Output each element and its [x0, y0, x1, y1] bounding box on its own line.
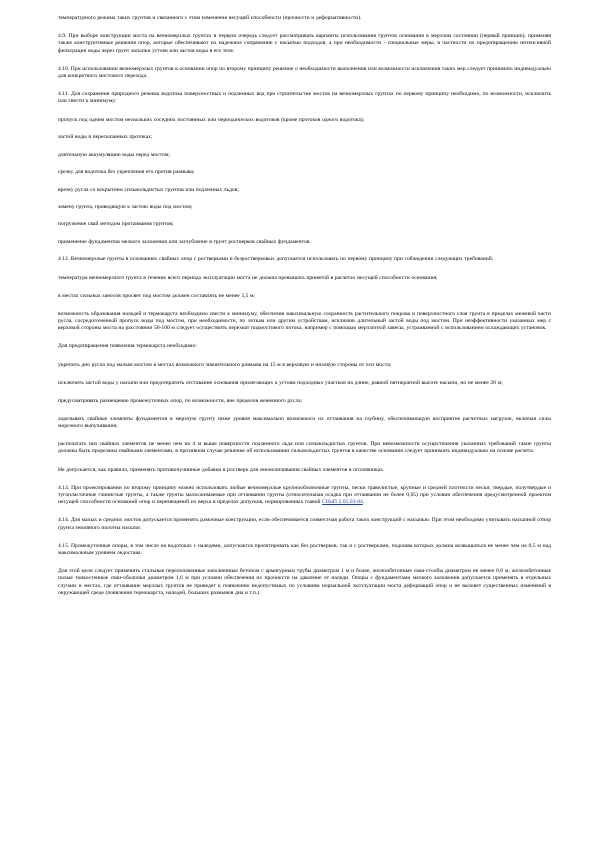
paragraph-4-14: 4.14. Для малых и средних мостов допускается применять рамочные конструкции, если обеспечивается совместная работа таких конструкций с насыпью. При этом необходимо учитывать насыпной отпор грунта земляного полотна насыпи.	[58, 517, 551, 531]
list-item: застой воды в пересыпанных протоках;	[58, 134, 153, 141]
paragraph-thermokarst-heading: Для предотвращения появления термокарста необходимо:	[58, 343, 197, 350]
list-item: в местах сильных заносов просвет под мостом должен составлять не менее 3,5 м;	[58, 292, 255, 299]
list-item: температура вечномерзлого грунта в течение всего периода эксплуатации моста не должна превышать принятой в расчетах несущей способности основания;	[58, 274, 438, 281]
list-item: пропуск под одним мостом нескольких соседних постоянных или периодических водотоков (кроме протоков одного водотока);	[58, 116, 365, 123]
paragraph-4-9: 4.9. При выборе конструкции моста на вечномерзлых грунтах в первую очередь следует рассматривать варианты использования грунтов основания в мерзлом состоянии (первый принцип), применяя также конструктивные решения опор, которые обеспечивают их надежное сопряжение с насыпью подходов, а при необходимости - специальные меры, в частности по предотвращению интенсивной фильтрации воды через грунт засыпки устоев или застоя воды в его теле.	[58, 33, 551, 54]
list-item: врезку русла со вскрытием сильнольдистых грунтов или подземных льдов;	[58, 186, 239, 193]
list-item: укрепить дно русла под малым мостом в местах возможного значительного размыва на 15 м в верховую и низовую стороны от оси моста;	[58, 361, 392, 368]
list-item: возможность образования наледей и термокарста необходимо свести к минимуму, обеспечив максимальную сохранность растительного покрова и поверхностного слоя грунта в пределах межевой части русла, сосредоточенный пропуск воды под мостом, при необходимости, по лоткам или другим устройствам, исключив длительный застой воды под мостом. При неэффективности указанных мер с верховой стороны моста на расстоянии 50-100 м следует осуществить перехват подмостового потока, например с помощью мерзлотной завесы, устраиваемой с использованием охлаждающих установок.	[58, 310, 551, 332]
list-item: исключить застой воды у насыпи или предотвратить отставание основания прилегающих к устоям подходных участков на длине, равной пятикратной высоте насыпи, но не менее 20 м;	[58, 379, 503, 386]
link-suffix: .	[362, 499, 365, 506]
list-item: замену грунта, приводящую к застою воды под мостом;	[58, 203, 193, 210]
paragraph-4-15: 4.15. Промежуточные опоры, в том числе на водотоках с наледями, допускается проектировать как без ростверков, так и с ростверками, подошва которых должна возвышаться не менее чем на 0,5 м над максимальным уровнем ледостава.	[58, 542, 551, 557]
list-item: применение фундаментов мелкого заложения или заглубление в грунт ростверков свайных фундаментов.	[58, 238, 311, 245]
paragraph-4-12: 4.12. Вечномерзлые грунты в основаниях свайных опор с ростверками и безростверковых допускается использовать по первому принципу при соблюдении следующих требований:	[58, 256, 494, 263]
snip-reference-link[interactable]: СНиП 2.05.03-84	[322, 499, 363, 506]
list-item: предусматривать размещение промежуточных опор, по возможности, вне пределов меженного русла;	[58, 397, 303, 404]
list-item: располагать низ свайных элементов не менее чем на 4 м выше поверхности подземного льда или сильнольдистых грунтов. При невозможности осуществления указанных требований такие грунты должны быть прорезаны свайными элементами, в противном случае решение об использовании сильнольдистых грунтов в качестве основания следует принимать индивидуально на основе расчета.	[58, 441, 551, 455]
paragraph-4-10: 4.10. При использовании вечномерзлых грунтов в основании опор по второму принципу решение о необходимости выполнения или возможности исключения таких мер следует принимать индивидуально для конкретного мостового перехода.	[58, 65, 551, 80]
document-body	[58, 15, 551, 608]
list-item: погружение свай методом протаивания грунтов;	[58, 221, 174, 228]
paragraph-note: Не допускается, как правило, применять противопучинные добавки в ростверк для омоноличивания свайных элементов в оголовниках.	[58, 466, 385, 473]
paragraph-4-11: 4.11. Для сохранения природного режима водотока поверхностных и подземных вод при строительстве мостов на вечномерзлых грунтах по первому принципу необходимо, по возможности, исключить или свести к минимуму:	[58, 91, 551, 105]
paragraph-continuation: температурного режима таких грунтов и связанного с этим изменения несущей способности (прочности и деформативности).	[58, 15, 362, 21]
paragraph-final: Для этой цели следует применять стальные перелопаченные заполненные бетоном с арматурным трубы диаметром 1 м и более, железобетонные сваи-столбы диаметром не менее 0,8 м, железобетонные полые тонкостенные сваи-оболочки диаметром 1,6 м при условии обеспечения их прочности на давление от наледи. Опоры с фундаментами мелкого заложения допускается применять в отдельных случаях в местах, где оттаивание мерзлых грунтов не приведет к появлению недопустимых по условиям нормальной эксплуатации моста деформаций опор и не вызовет существенных изменений в окружающей среде (появления термокарста, наледей, больших размывов дна и т.п.).	[58, 568, 551, 597]
paragraph-4-13-text: 4.13. При проектировании по второму принципу можно использовать любые вечномерзлые крупнообломочные грунты, пески гравелистые, крупные и средней плотности пески, твердые, полутвердые и тугопластичные глинистые грунты, а также грунты малосжимаемые при оттаивании грунты (относительная осадка при оттаивании не более 0,05) при условии обеспечения предусмотренной проектом несущей способности оснований опор и перемещений их верха в пределах допусков, нормированных главой	[58, 484, 551, 506]
list-item: длительную аккумуляцию воды перед мостом;	[58, 151, 170, 158]
paragraph-4-13	[58, 485, 551, 507]
list-item: срезку для водотока без укрепления его против размыва;	[58, 169, 195, 176]
list-item: заделывать свайные элементы фундаментов в мерзлую грунту ниже уровня максимально возможного их оттаивания на глубину, обеспечивающую восприятие расчетных нагрузок, включая силы морозного выпучивания;	[58, 415, 551, 430]
